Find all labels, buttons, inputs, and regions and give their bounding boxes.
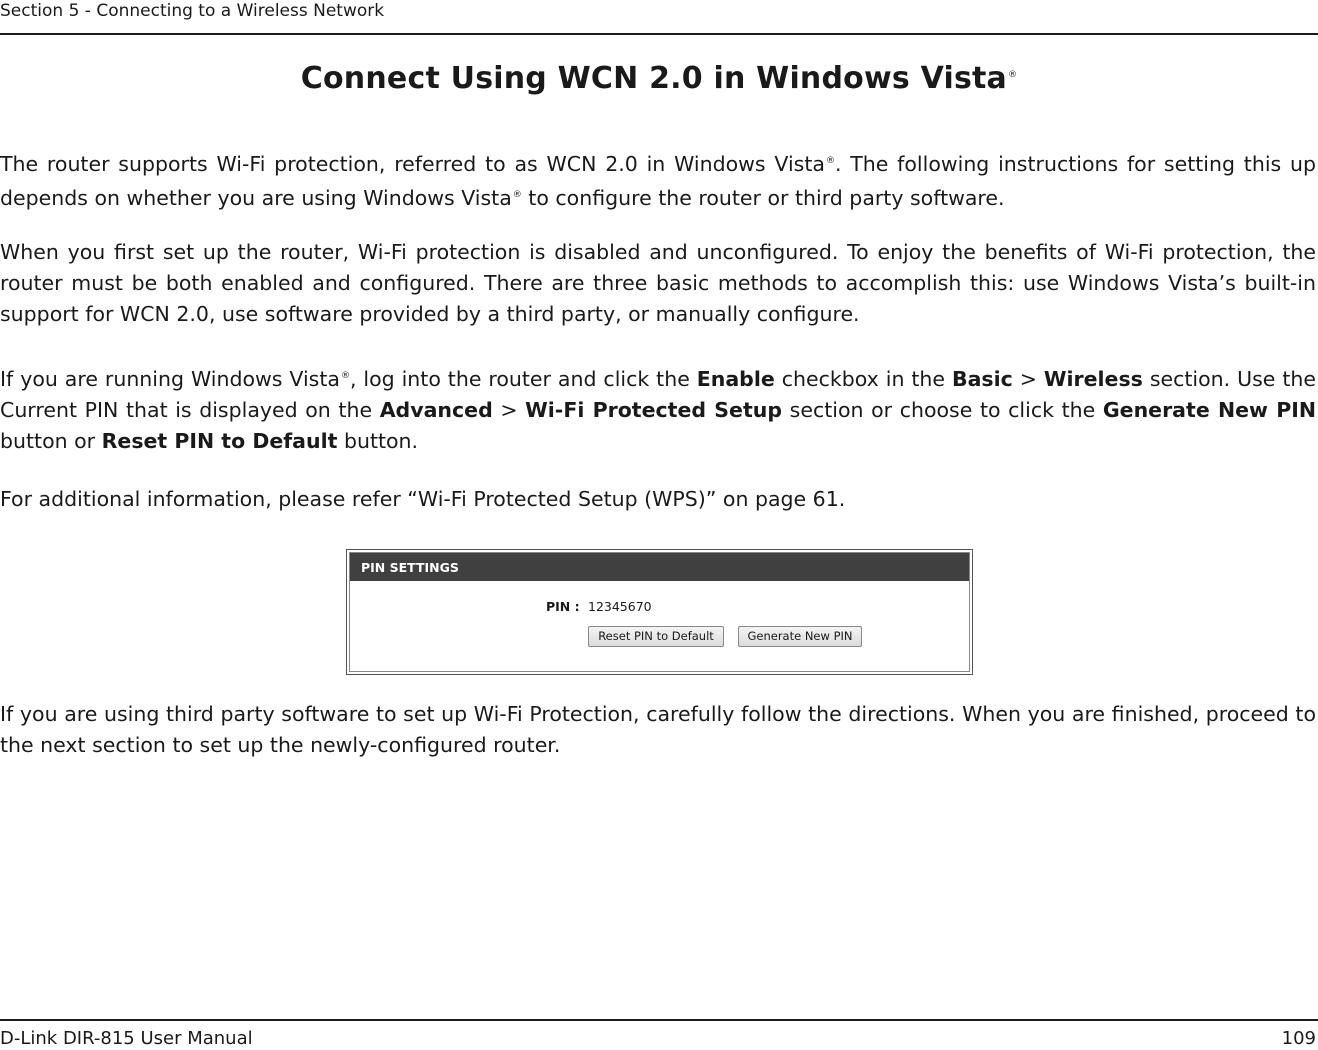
page-header (0, 0, 1318, 35)
generate-term: Generate New PIN (1102, 397, 1317, 422)
page-number: 109 (1281, 1028, 1316, 1049)
pin-label: PIN : (546, 599, 580, 614)
text-run: section or choose to click the (782, 397, 1103, 422)
registered-mark: ® (1008, 70, 1018, 80)
text-run: checkbox in the (774, 366, 952, 391)
text-run: > (1012, 366, 1044, 391)
registered-mark: ® (825, 156, 835, 166)
reset-pin-button[interactable]: Reset PIN to Default (588, 626, 724, 647)
text-run: > (492, 397, 526, 422)
advanced-term: Advanced (379, 397, 493, 422)
reset-term: Reset PIN to Default (101, 428, 338, 453)
generate-pin-button[interactable]: Generate New PIN (738, 626, 862, 647)
vista-instructions-paragraph (0, 361, 1316, 457)
text-run: button or (0, 428, 102, 453)
registered-mark: ® (340, 371, 350, 381)
wps-term: Wi-Fi Protected Setup (525, 397, 783, 422)
page-title (0, 55, 1318, 99)
registered-mark: ® (512, 189, 522, 200)
page-title-text: Connect Using WCN 2.0 in Windows Vista (300, 61, 1007, 96)
basic-term: Basic (951, 366, 1013, 391)
text-run: . The following instructions for setting this up depends on whether you are using Windows Vista (0, 151, 1316, 210)
pin-settings-panel (349, 552, 970, 672)
wireless-term: Wireless (1043, 366, 1143, 391)
text-run: section. Use the Current PIN that is displayed on the (0, 366, 1316, 422)
pin-value: 12345670 (588, 599, 652, 614)
enable-term: Enable (696, 366, 775, 391)
text-run: button. (337, 428, 419, 453)
pin-settings-title: PIN SETTINGS (361, 560, 459, 575)
text-run: , log into the router and click the (349, 366, 697, 391)
pin-settings-header (350, 553, 969, 581)
text-run: to configure the router or third party software. (521, 185, 1005, 210)
third-party-paragraph: If you are using third party software to set up Wi-Fi Protection, carefully follow the directions. When you are finished, proceed to the next section to set up the newly-configured router. (0, 702, 1316, 757)
text-run: If you are running Windows Vista (0, 366, 340, 391)
intro-paragraph (0, 146, 1316, 214)
text-run: The router supports Wi-Fi protection, referred to as WCN 2.0 in Windows Vista (0, 151, 825, 176)
manual-title: D-Link DIR-815 User Manual (0, 1028, 253, 1049)
setup-methods-paragraph: When you first set up the router, Wi-Fi protection is disabled and unconfigured. To enjoy the benefits of Wi-Fi protection, the router must be both enabled and configured. There are three basic methods to accomplish this: use Windows Vista’s built-in support for WCN 2.0, use software provided by a third party, or manually configure. (0, 240, 1316, 326)
section-label: Section 5 - Connecting to a Wireless Network (0, 1, 385, 21)
additional-info-paragraph: For additional information, please refer “Wi-Fi Protected Setup (WPS)” on page 61. (0, 487, 846, 511)
footer-rule (0, 1019, 1318, 1021)
pin-settings-screenshot (346, 549, 973, 675)
